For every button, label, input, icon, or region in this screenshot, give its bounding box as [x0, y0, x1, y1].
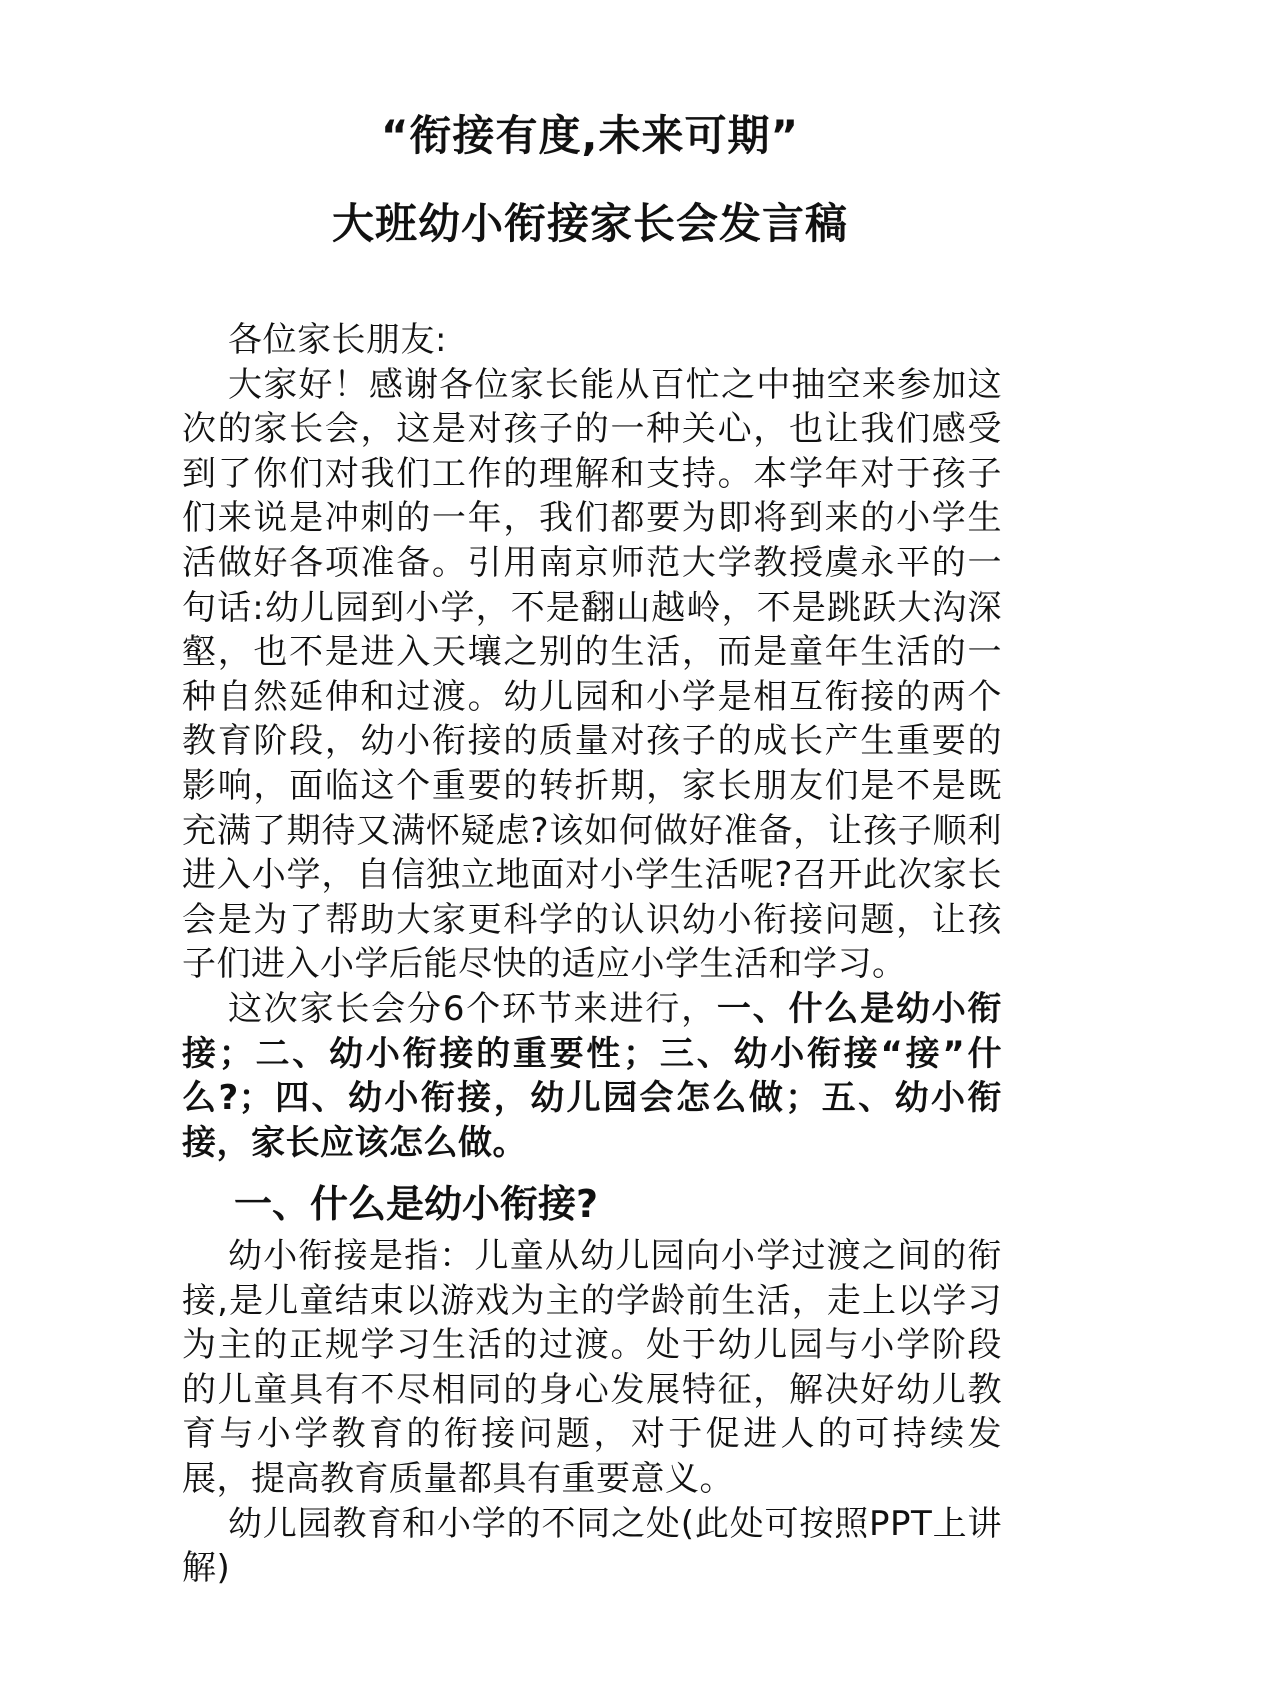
agenda-lead-text: 这次家长会分6个环节来进行， [228, 988, 717, 1029]
intro-paragraph-2 [182, 987, 1002, 1165]
salutation: 各位家长朋友: [228, 320, 447, 360]
intro-paragraph-1: 大家好！感谢各位家长能从百忙之中抽空来参加这次的家长会，这是对孩子的一种关心，也让我们感受到了你们对我们工作的理解和支持。本学年对于孩子们来说是冲刺的一年，我们都要为即将到来的小学生活做好各项准备。引用南京师范大学教授虞永平的一句话:幼儿园到小学，不是翻山越岭，不是跳跃大沟深壑，也不是进入天壤之别的生活，而是童年生活的一种自然延伸和过渡。幼儿园和小学是相互衔接的两个教育阶段，幼小衔接的质量对孩子的成长产生重要的影响，面临这个重要的转折期，家长朋友们是不是既充满了期待又满怀疑虑?该如何做好准备，让孩子顺利进入小学，自信独立地面对小学生活呢?召开此次家长会是为了帮助大家更科学的认识幼小衔接问题，让孩子们进入小学后能尽快的适应小学生活和学习。 [182, 364, 1002, 985]
intro-section [182, 318, 1002, 1165]
document-title-line1: “衔接有度,未来可期” [380, 111, 800, 160]
document-title-line2: 大班幼小衔接家长会发言稿 [331, 199, 848, 248]
agenda-items-text: 一、什么是幼小衔接；二、幼小衔接的重要性；三、幼小衔接“接”什么?；四、幼小衔接，幼儿园会怎么做；五、幼小衔接，家长应该怎么做。 [182, 988, 1002, 1163]
section1-body [182, 1234, 1002, 1591]
section1-heading: 一、什么是幼小衔接? [234, 1182, 599, 1226]
section1-paragraph-2: 幼儿园教育和小学的不同之处(此处可按照PPT上讲解) [182, 1503, 1002, 1589]
section1-paragraph-1: 幼小衔接是指：儿童从幼儿园向小学过渡之间的衔接,是儿童结束以游戏为主的学龄前生活，走上以学习为主的正规学习生活的过渡。处于幼儿园与小学阶段的儿童具有不尽相同的身心发展特征，解决好幼儿教育与小学教育的衔接问题，对于促进人的可持续发展，提高教育质量都具有重要意义。 [182, 1236, 1002, 1499]
